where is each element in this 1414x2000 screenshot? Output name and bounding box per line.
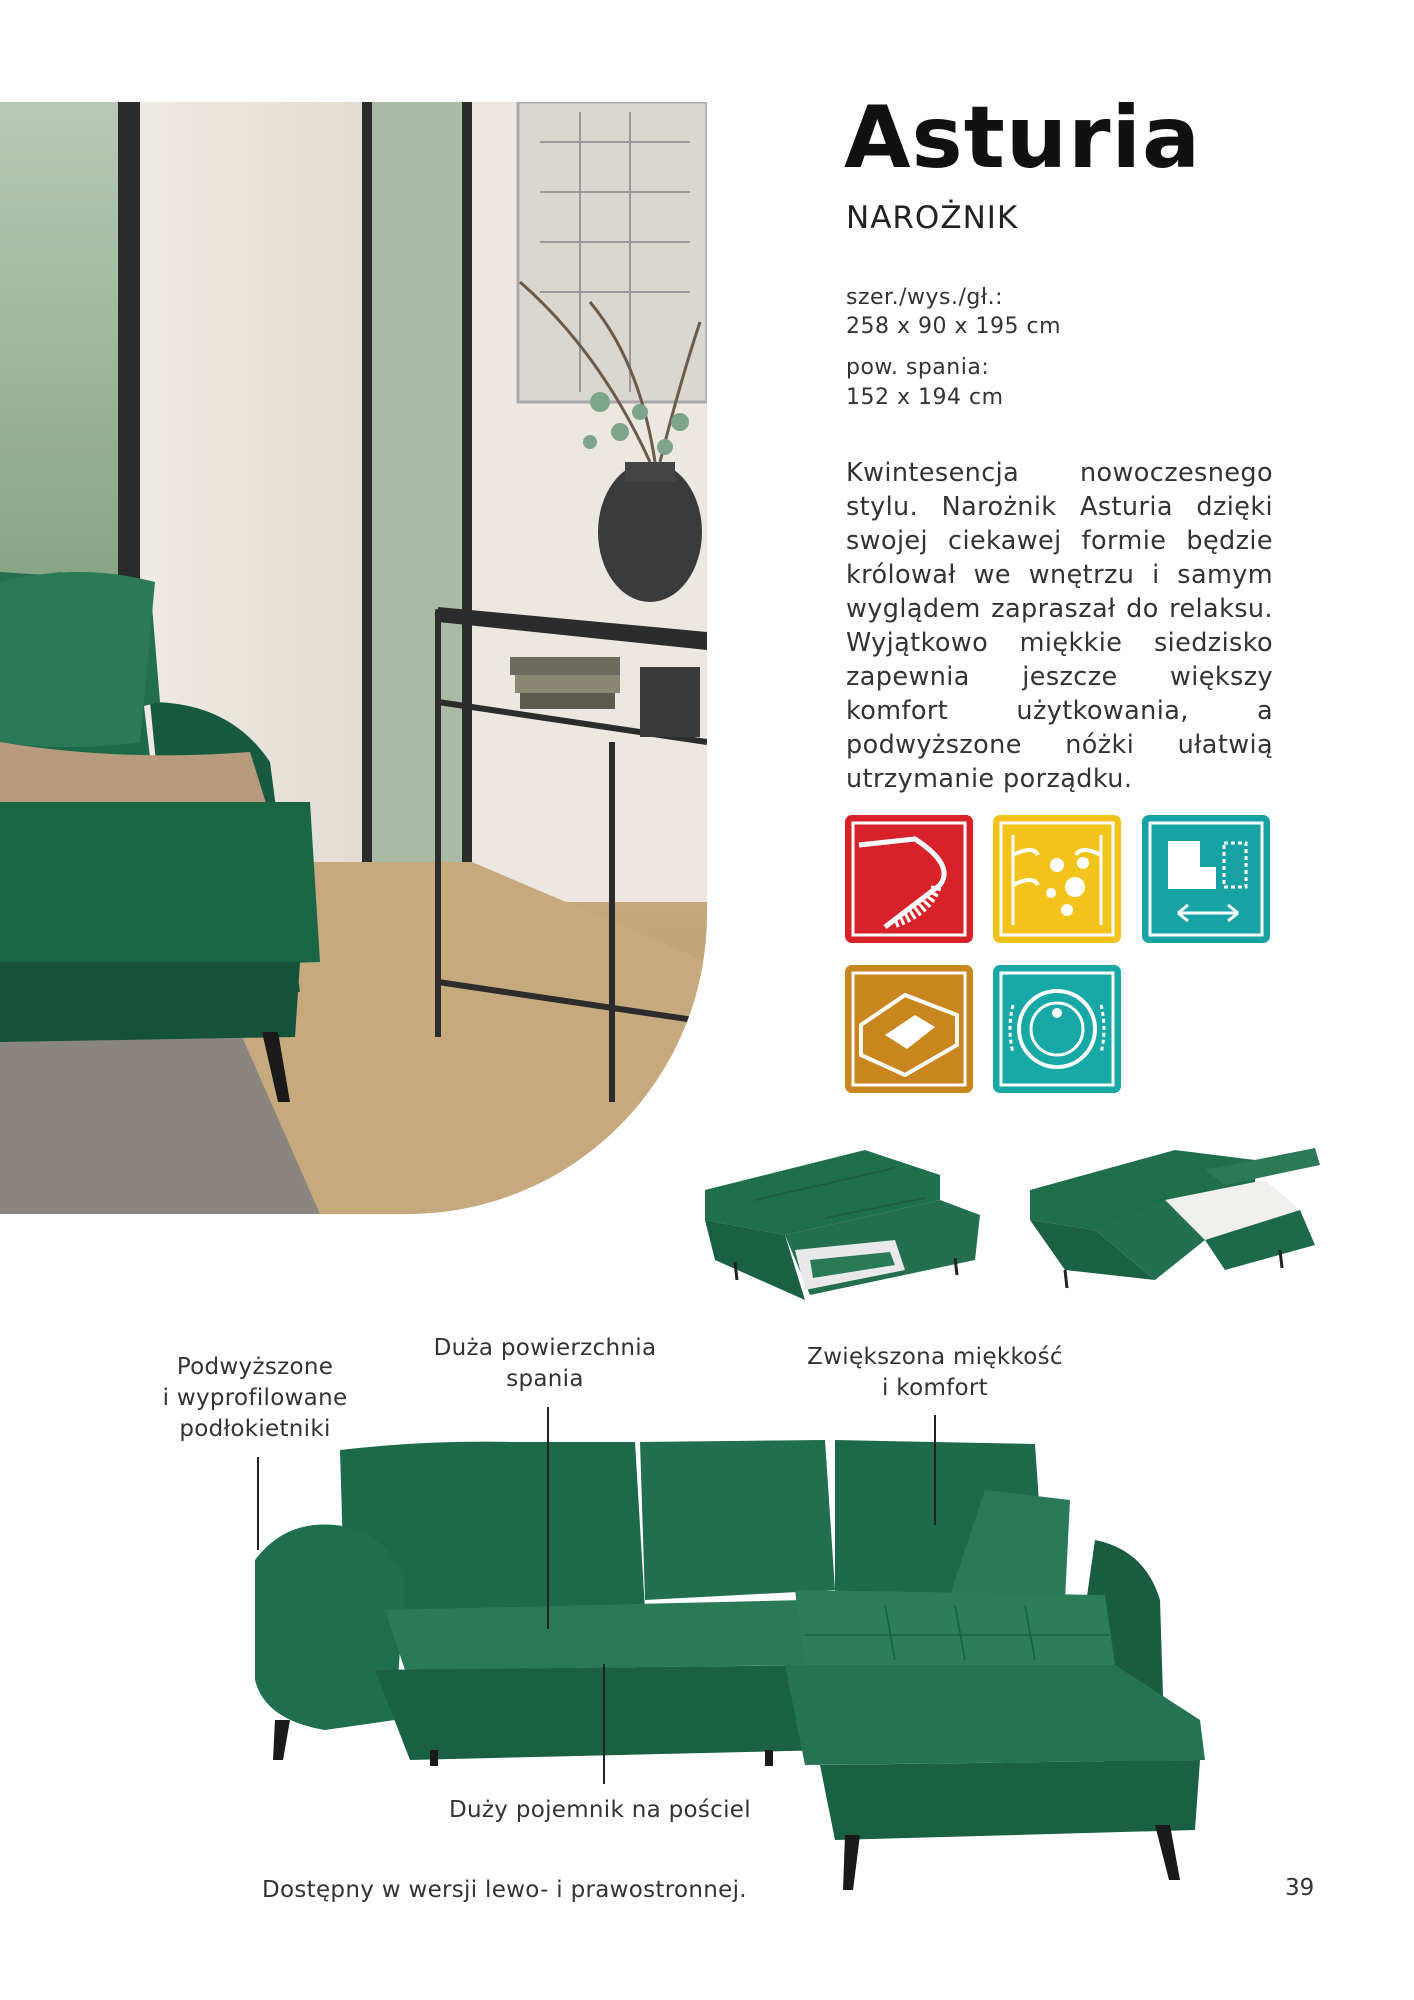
- callout-armrests-line3: podłokietniki: [179, 1416, 331, 1442]
- callout-sleep-line1: Duża powierzchnia: [433, 1335, 657, 1361]
- callout-comfort-line2: i komfort: [881, 1375, 989, 1401]
- page-number: 39: [1285, 1875, 1315, 1901]
- storage-pointer-line: [603, 1664, 605, 1784]
- left-right-version-icon: [1142, 815, 1270, 943]
- callout-comfort: [800, 1342, 1070, 1404]
- sofa-storage-opened-image: [1025, 1140, 1325, 1310]
- dimensions-value: 258 x 90 x 195 cm: [846, 314, 1062, 339]
- sleep-area-label: pow. spania:: [846, 355, 990, 380]
- callout-armrests-line2: i wyprofilowane: [162, 1385, 348, 1411]
- room-photo: [0, 102, 707, 1214]
- soft-fabric-icon: [845, 815, 973, 943]
- sleep-area-pointer-line: [547, 1407, 549, 1629]
- comfort-pointer-line: [934, 1415, 936, 1525]
- availability-note: Dostępny w wersji lewo- i prawostronnej.: [262, 1877, 747, 1903]
- sofa-bed-opened-image: [695, 1140, 985, 1310]
- callout-storage: Duży pojemnik na pościel: [449, 1797, 751, 1823]
- sleep-area-value: 152 x 194 cm: [846, 385, 1004, 410]
- armrests-pointer-line: [257, 1457, 259, 1550]
- bedding-container-icon: [845, 965, 973, 1093]
- callout-sleep-area: [420, 1333, 670, 1395]
- callout-armrests-line1: Podwyższone: [176, 1354, 334, 1380]
- robot-vacuum-icon: [993, 965, 1121, 1093]
- product-description: Kwintesencja nowoczesnego stylu. Narożnik Asturia dzięki swojej ciekawej formie będzie królował we wnętrzu i samym wyglądem zapraszał do relaksu. Wyjątkowo miękkie siedzisko zapewnia jeszcze większy komfort użytkowania, a podwyższone nóżki ułatwią utrzymanie porządku.: [846, 458, 1273, 794]
- foam-filling-icon: [993, 815, 1121, 943]
- dimensions-label: szer./wys./gł.:: [846, 285, 1003, 310]
- callout-comfort-line1: Zwiększona miękkość: [807, 1344, 1063, 1370]
- product-type: NAROŻNIK: [846, 200, 1019, 236]
- product-name: Asturia: [844, 88, 1202, 188]
- callout-sleep-line2: spania: [506, 1366, 584, 1392]
